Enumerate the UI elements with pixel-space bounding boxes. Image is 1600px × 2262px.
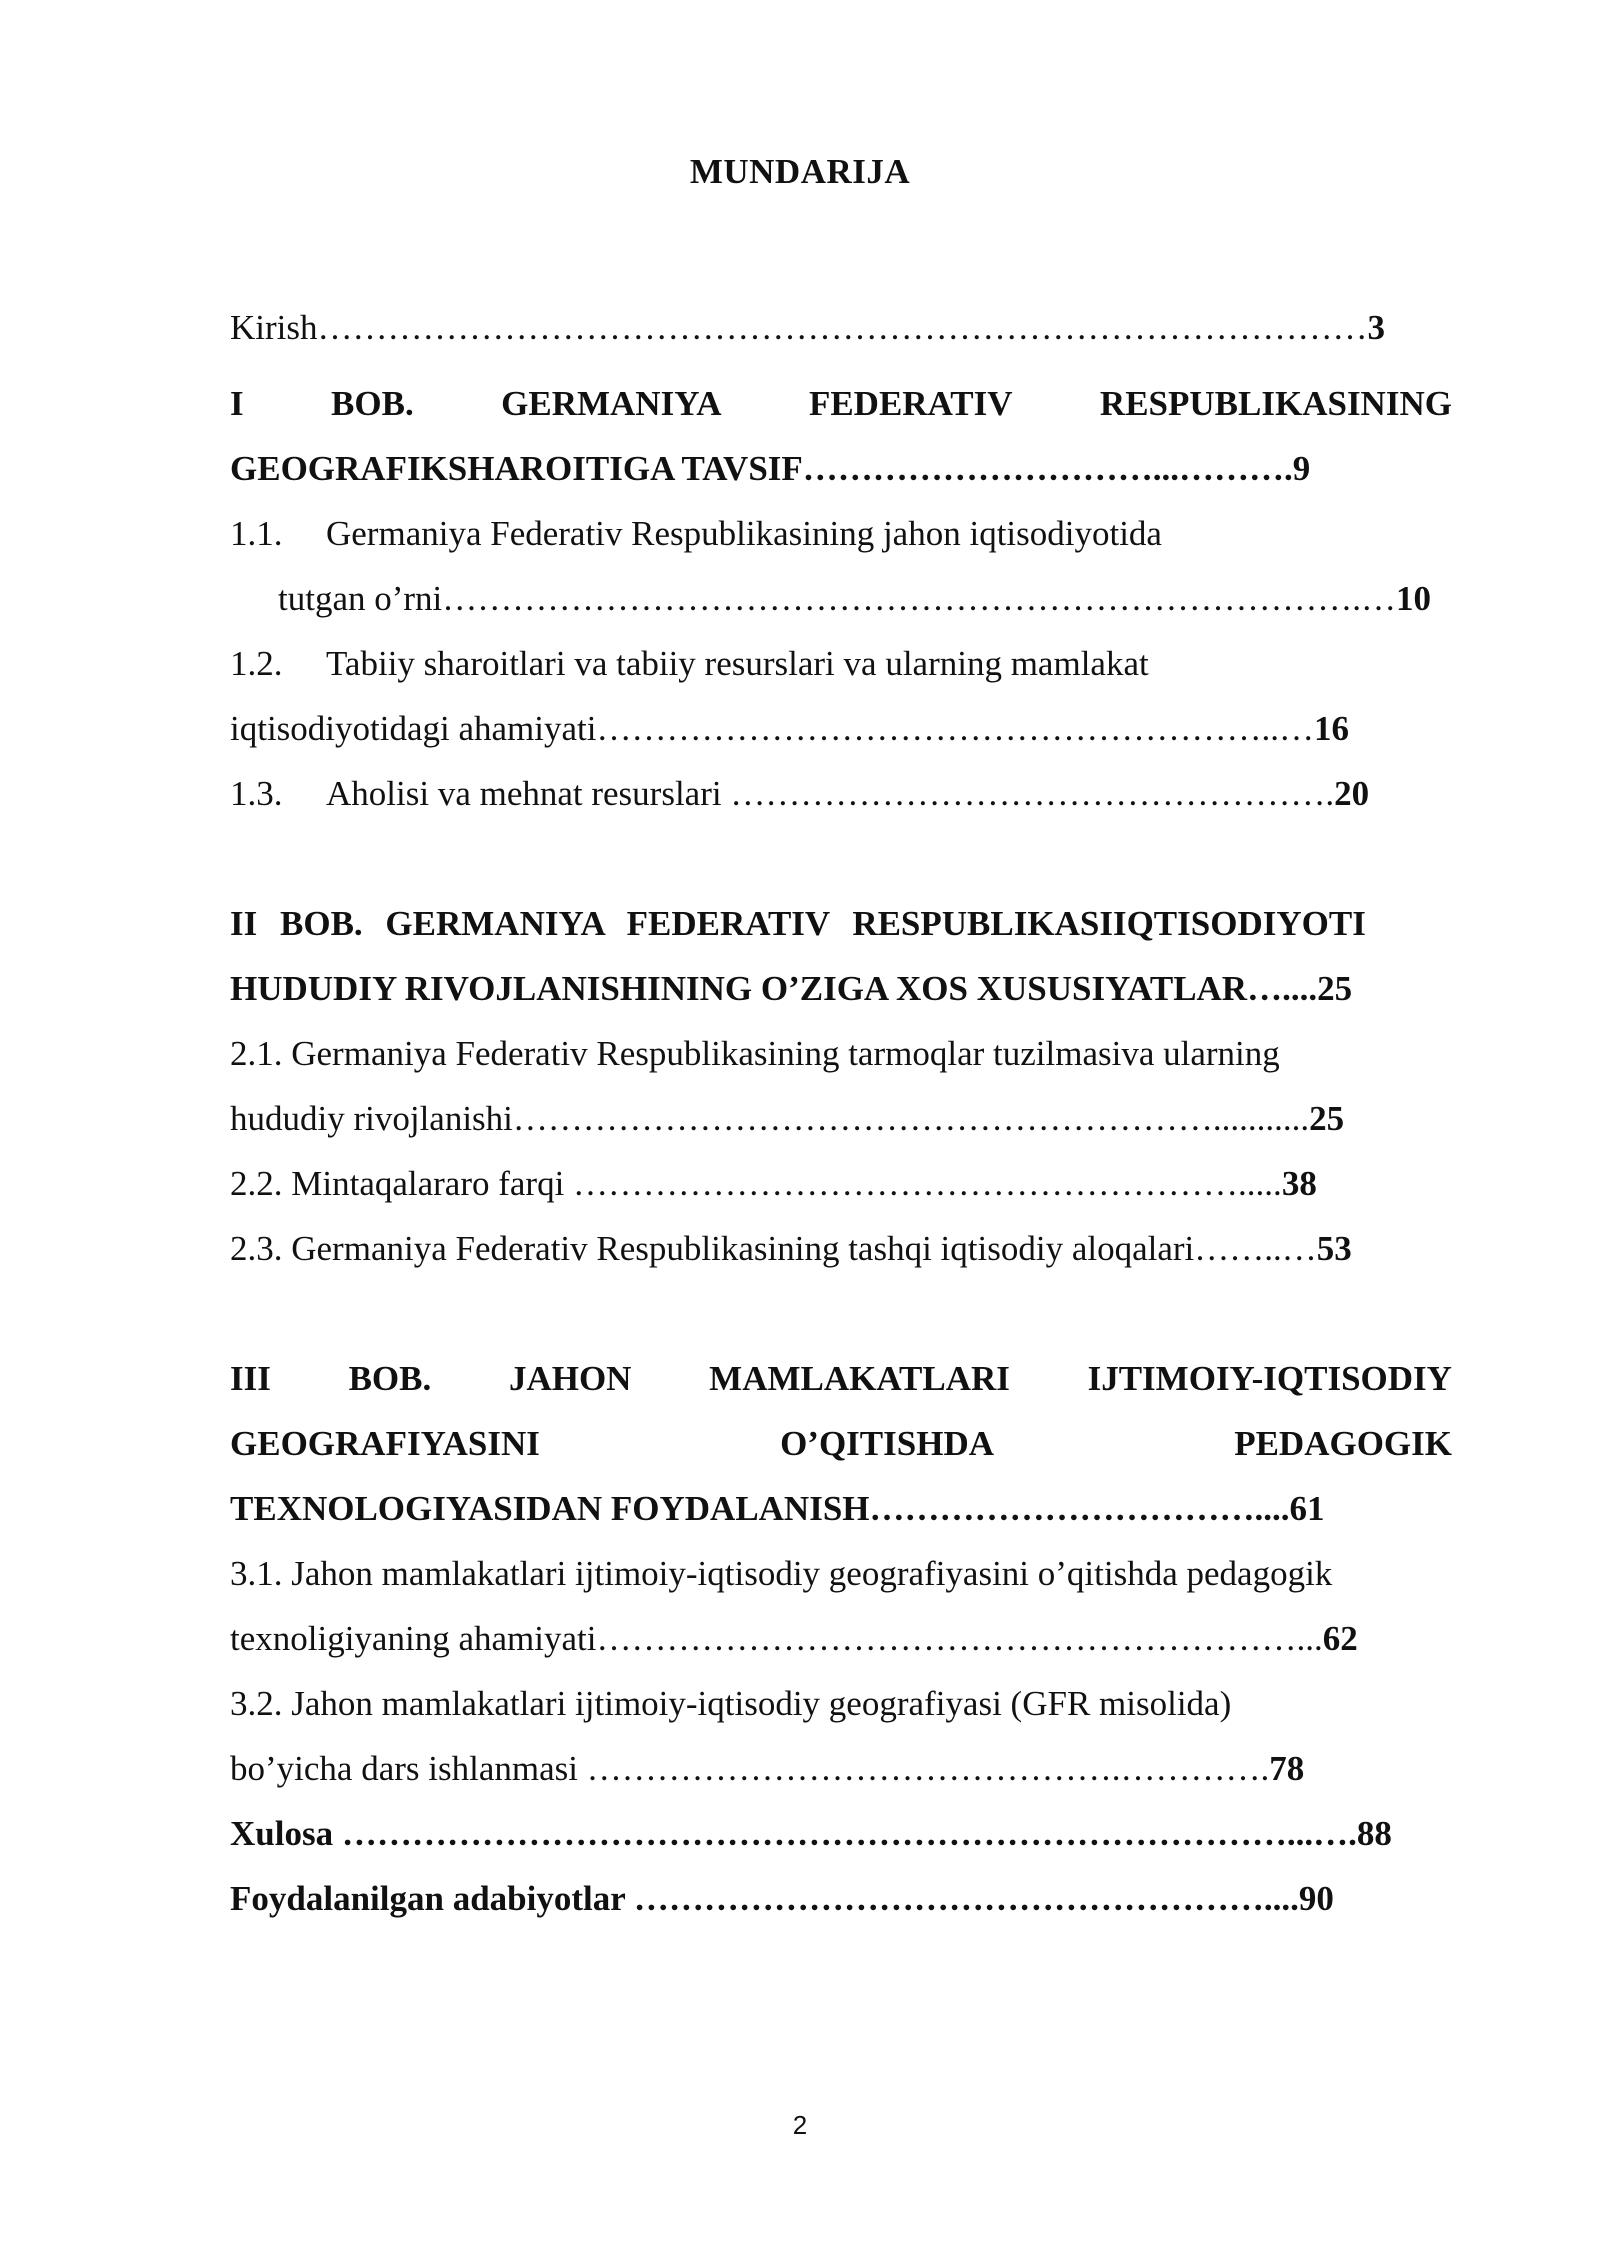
toc-page-number: 38: [1281, 1164, 1317, 1203]
toc-entry-text: HUDUDIY RIVOJLANISHINING O’ZIGA XOS XUSUSIYATLAR…....: [230, 969, 1318, 1008]
toc-entry-text: iqtisodiyotidagi ahamiyati…………………………………………………..…: [230, 709, 1314, 748]
heading-word: BOB.: [280, 904, 363, 943]
toc-section-1-3: [230, 772, 1452, 816]
toc-section-3-1-line2: [230, 1617, 1452, 1661]
toc-page-number: 20: [1334, 774, 1370, 813]
heading-word: BOB.: [331, 384, 414, 423]
toc-entry-text: Germaniya Federativ Respublikasining jahon iqtisodiyotida: [326, 514, 1162, 553]
section-number: 1.3.: [230, 774, 283, 813]
toc-page-number: 53: [1316, 1229, 1352, 1268]
toc-entry-xulosa: [230, 1812, 1452, 1856]
toc-entry-text: texnoligiyaning ahamiyati……………………………………………………...: [230, 1619, 1323, 1658]
toc-page-number: 78: [1269, 1749, 1305, 1788]
toc-page-number: 16: [1313, 709, 1349, 748]
toc-section-2-3: [230, 1227, 1452, 1271]
toc-entry-text: 2.1. Germaniya Federativ Respublikasining tarmoqlar tuzilmasiva ularning: [230, 1034, 1280, 1073]
toc-section-1-2-line2: [230, 707, 1452, 751]
heading-word: I: [230, 384, 244, 423]
toc-chapter-3-heading-line1: [230, 1357, 1452, 1401]
heading-word: O’QITISHDA: [780, 1424, 995, 1463]
heading-word: IJTIMOIY-IQTISODIY: [1087, 1359, 1452, 1398]
toc-page-number: 61: [1289, 1489, 1325, 1528]
toc-entry-text: bo’yicha dars ishlanmasi ……………………………………….………….: [230, 1749, 1270, 1788]
toc-section-1-1-line2: [278, 577, 1452, 621]
toc-page-number: 62: [1322, 1619, 1358, 1658]
toc-chapter-2-heading-line2: [230, 967, 1452, 1011]
toc-chapter-1-heading-line2: [230, 447, 1452, 491]
heading-word: GERMANIYA: [385, 904, 604, 943]
page-title: MUNDARIJA: [689, 152, 911, 191]
toc-entry-text: TEXNOLOGIYASIDAN FOYDALANISH……………………………....: [230, 1489, 1290, 1528]
toc-section-1-2-line1: [230, 642, 1452, 686]
section-number: 1.2.: [230, 644, 283, 683]
heading-word: RESPUBLIKASINING: [1099, 384, 1452, 423]
toc-entry-text: tutgan o’rni…………………………………………………………………….…: [278, 579, 1397, 618]
toc-entry-text: hududiy rivojlanishi……………………………………………………...........: [230, 1099, 1310, 1138]
toc-section-3-1-line1: [230, 1552, 1452, 1596]
toc-section-3-2-line1: [230, 1682, 1452, 1726]
toc-chapter-3-heading-line3: [230, 1487, 1452, 1531]
heading-word: III: [230, 1359, 271, 1398]
toc-entry-text: 2.3. Germaniya Federativ Respublikasining tashqi iqtisodiy aloqalari……..…: [230, 1229, 1317, 1268]
toc-page-number: 25: [1317, 969, 1353, 1008]
toc-page-number: 25: [1309, 1099, 1345, 1138]
toc-page-number: 88: [1356, 1814, 1392, 1853]
toc-section-1-1-line1: [230, 512, 1452, 556]
heading-word: GEOGRAFIYASINI: [230, 1424, 540, 1463]
toc-section-2-1-line2: [230, 1097, 1452, 1141]
heading-word: FEDERATIV: [808, 384, 1013, 423]
heading-word: GERMANIYA: [501, 384, 722, 423]
toc-entry-text: GEOGRAFIKSHAROITIGA TAVSIF…………………………...……….: [230, 449, 1293, 488]
toc-page-number: 9: [1292, 449, 1311, 488]
toc-entry-text: Tabiiy sharoitlari va tabiiy resurslari va ularning mamlakat: [326, 644, 1149, 683]
toc-chapter-1-heading-line1: [230, 382, 1452, 426]
toc-page-number: 3: [1367, 308, 1385, 347]
toc-entry-references: [230, 1877, 1452, 1921]
footer-page-number: 2: [792, 2110, 808, 2140]
toc-entry-kirish: [230, 306, 1452, 350]
heading-word: II: [230, 904, 258, 943]
toc-entry-text: Aholisi va mehnat resurslari …………………………………………….: [326, 774, 1335, 813]
toc-entry-text: Foydalanilgan adabiyotlar ………………………………………………....: [230, 1879, 1299, 1918]
heading-word: BOB.: [348, 1359, 432, 1398]
toc-entry-text: 3.1. Jahon mamlakatlari ijtimoiy-iqtisodiy geografiyasini o’qitishda pedagogik: [230, 1554, 1333, 1593]
toc-entry-text: 2.2. Mintaqalararo farqi ………………………………………………….....: [230, 1164, 1282, 1203]
heading-word: RESPUBLIKASIIQTISODIYOTI: [852, 904, 1366, 943]
section-number: 1.1.: [230, 514, 283, 553]
toc-chapter-3-heading-line2: [230, 1422, 1452, 1466]
toc-section-2-2: [230, 1162, 1452, 1206]
toc-page-number: 90: [1298, 1879, 1334, 1918]
toc-section-3-2-line2: [230, 1747, 1452, 1791]
toc-section-2-1-line1: [230, 1032, 1452, 1076]
toc-entry-text: Xulosa ………………………………………………………………………...….: [230, 1814, 1357, 1853]
toc-entry-text: Kirish………………………………………………………………………………: [230, 308, 1368, 347]
toc-page-number: 10: [1396, 579, 1432, 618]
heading-word: PEDAGOGIK: [1234, 1424, 1452, 1463]
toc-chapter-2-heading-line1: [230, 902, 1452, 946]
toc-entry-text: 3.2. Jahon mamlakatlari ijtimoiy-iqtisodiy geografiyasi (GFR misolida): [230, 1684, 1232, 1723]
heading-word: MAMLAKATLARI: [709, 1359, 1010, 1398]
heading-word: JAHON: [508, 1359, 632, 1398]
heading-word: FEDERATIV: [626, 904, 830, 943]
